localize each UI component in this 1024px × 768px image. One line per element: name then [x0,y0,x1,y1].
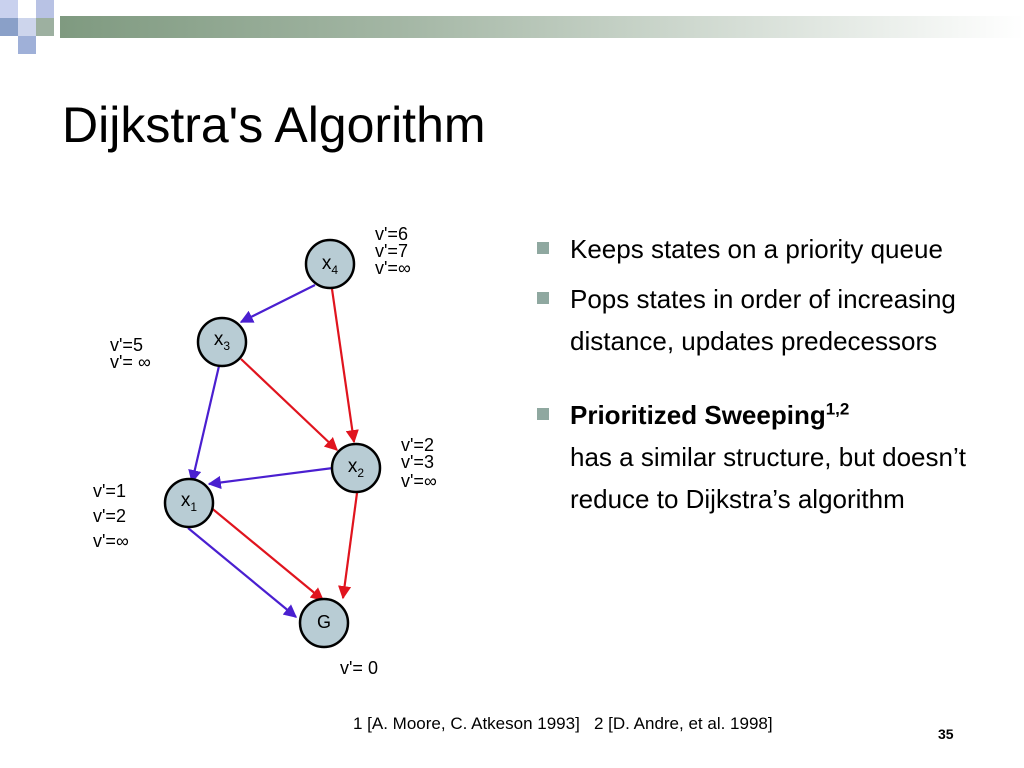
node-x4 [306,240,354,288]
citation-superscript: 1,2 [825,399,850,419]
value-label: v'=3 [401,452,434,472]
values-x4 [375,224,411,278]
edge-x3-x1 [192,366,219,482]
node-x3 [198,318,246,366]
edge-x1-g-blue [188,528,296,617]
node-g [300,599,348,647]
value-label: v'=1 [93,481,126,501]
value-label: v'=2 [401,435,434,455]
square-bullet-icon [537,242,549,254]
value-label: v'=7 [375,241,408,261]
square-bullet-icon [537,292,549,304]
edge-x2-x1 [209,468,333,484]
bullet-text: has a similar structure, but doesn’t reduce to Dijkstra’s algorithm [570,442,966,514]
svg-text:x1: $x_1$ [180,490,198,514]
node-x1 [165,479,213,527]
value-label: v'=2 [93,506,126,526]
value-label: v'=∞ [93,531,129,551]
edge-x2-g [343,493,357,598]
edge-x4-x3 [241,285,315,322]
values-x3 [110,335,151,372]
values-g [340,658,378,678]
bullet-list [530,228,1010,528]
bullet-text: Keeps states on a priority queue [570,234,943,264]
value-label: v'=6 [375,224,408,244]
bullet-item [530,228,1010,270]
edge-x4-x2 [332,289,354,442]
references-footnote: 1 [A. Moore, C. Atkeson 1993] 2 [D. Andre, et al. 1998] [353,714,773,733]
values-x1 [93,481,129,551]
bullet-item [530,394,1010,520]
value-label: v'= ∞ [110,352,151,372]
value-label: v'= 0 [340,658,378,678]
edge-x3-x2 [241,359,337,450]
svg-text:x2: $x_2$ [347,456,365,480]
bullet-bold-term: Prioritized Sweeping [570,400,826,430]
page-number: 35 [938,726,954,742]
svg-text:x4: $x_4$ [321,253,339,277]
value-label: v'=5 [110,335,143,355]
value-label: v'=∞ [401,471,437,491]
edge-x1-g-red [209,506,323,600]
values-x2 [401,435,437,491]
node-x2 [332,444,380,492]
svg-text:x3: $x_3$ [213,329,231,353]
value-label: v'=∞ [375,258,411,278]
bullet-text: Pops states in order of increasing distance, updates predecessors [570,284,956,356]
square-bullet-icon [537,408,549,420]
bullet-item [530,278,1010,362]
slide-title: Dijkstra's Algorithm [62,97,486,153]
svg-text:G: G [316,612,332,632]
